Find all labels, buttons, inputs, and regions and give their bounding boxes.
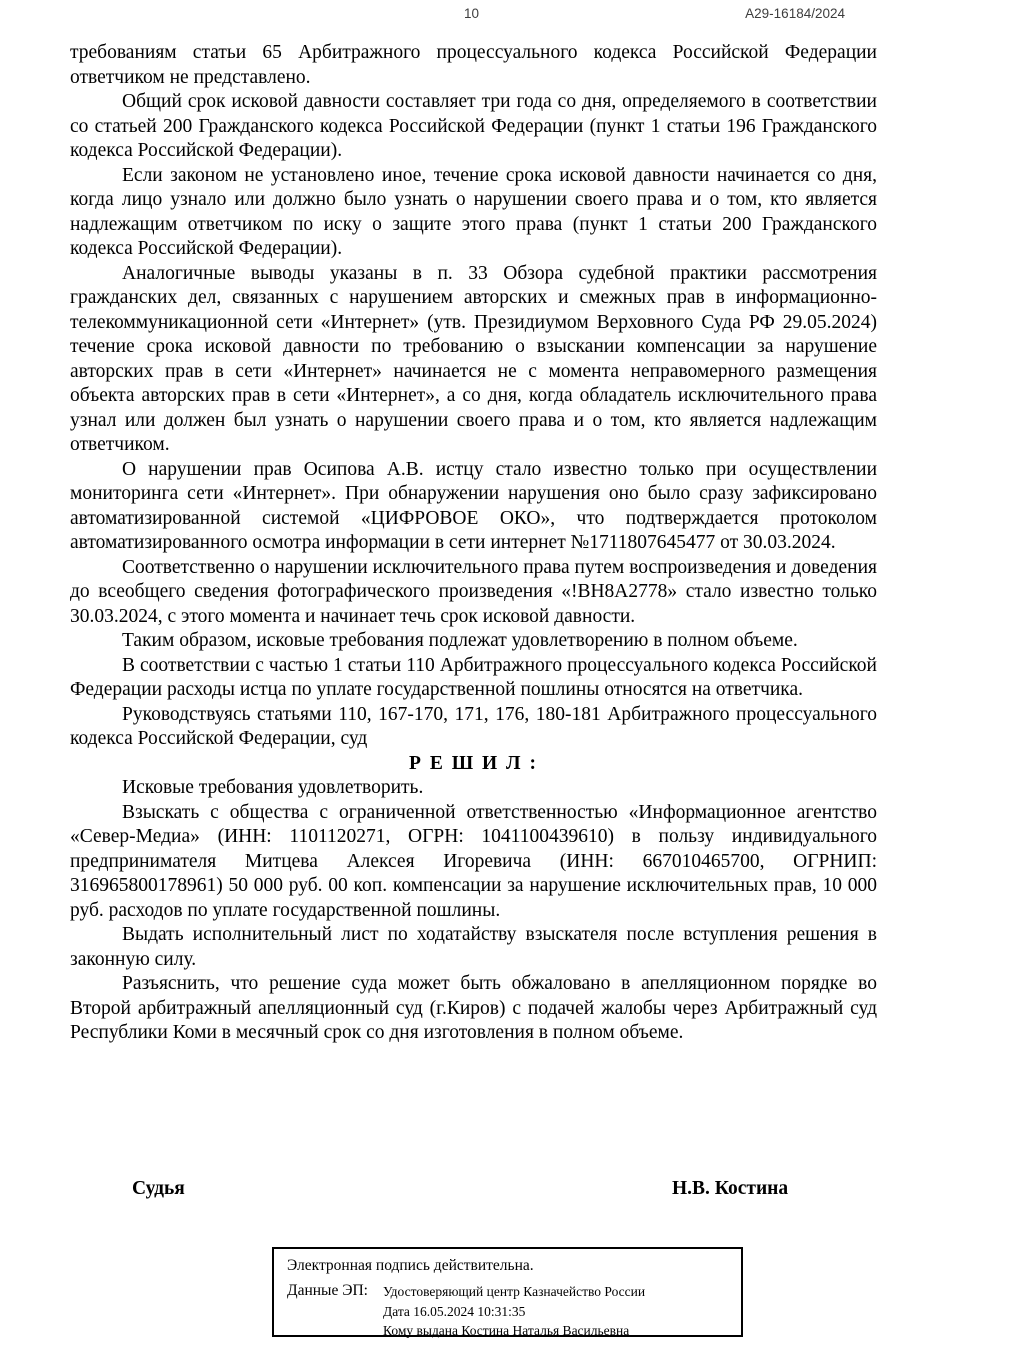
judge-label: Судья [132,1178,185,1199]
esign-data-label: Данные ЭП: [287,1282,368,1299]
esign-details [383,1282,645,1341]
judge-name: Н.В. Костина [672,1178,789,1199]
body-paragraph: Исковые требования удовлетворить. [122,777,424,798]
body-paragraph: Соответственно о нарушении исключительного права путем воспроизведения и доведения до всеобщего сведения фотографического произведения «!BH8A2778» стало известно только 30.03.2024, с этого момента и начинает течь срок исковой давности. [70,556,877,627]
esign-detail-line: Удостоверяющий центр Казначейство России [383,1284,646,1299]
body-paragraph: Разъяснить, что решение суда может быть обжаловано в апелляционном порядке во Второй арбитражный апелляционный суд (г.Киров) с подачей жалобы через Арбитражный суд Республики Коми в месячный срок со дня изготовления в полном объеме. [70,973,877,1043]
esign-detail-line: Кому выдана Костина Наталья Васильевна [383,1323,630,1338]
body-paragraph: Общий срок исковой давности составляет три года со дня, определяемого в соответствии со статьей 200 Гражданского кодекса Российской Федерации (пункт 1 статьи 196 Гражданского кодекса Российской Федерации). [70,91,877,161]
esign-detail-line: Дата 16.05.2024 10:31:35 [383,1303,526,1319]
body-paragraph: Аналогичные выводы указаны в п. 33 Обзора судебной практики рассмотрения гражданских дел, связанных с нарушением авторских и смежных прав в информационно-телекоммуникационной сети «Интернет» (утв. Президиумом Верховного Суда РФ 29.05.2024) течение срока исковой давности по требованию о взыскании компенсации за нарушение авторских прав в сети «Интернет» начинается не с момента неправомерного размещения объекта авторских прав в сети «Интернет», а со дня, когда обладатель исключительного права узнал или должен был узнать о нарушении своего права и о том, кто является надлежащим ответчиком. [70,262,877,455]
resolution-heading: Р Е Ш И Л : [409,752,538,774]
signature-row [70,1178,877,1203]
body-paragraph: Взыскать с общества с ограниченной ответственностью «Информационное агентство «Север-Медиа» (ИНН: 1101120271, ОГРН: 1041100439610) в пользу индивидуального предпринимателя Митцева Алексея Игоревича (ИНН: 667010465700, ОГРНИП: 316965800178961) 50 000 руб. 00 коп. компенсации за нарушение исключительных прав, 10 000 руб. расходов по уплате государственной пошлины. [70,801,877,921]
page-number: 10 [464,6,480,21]
resolution-paragraphs [70,776,877,1046]
case-number: А29-16184/2024 [745,6,845,21]
body-paragraph: Таким образом, исковые требования подлежат удовлетворению в полном объеме. [122,630,798,651]
body-paragraph: Руководствуясь статьями 110, 167-170, 171, 176, 180-181 Арбитражного процессуального кодекса Российской Федерации, суд [70,703,877,749]
body-paragraph: В соответствии с частью 1 статьи 110 Арбитражного процессуального кодекса Российской Федерации расходы истца по уплате государственной пошлины относятся на ответчика. [70,654,877,700]
esign-valid-line: Электронная подпись действительна. [287,1257,534,1274]
body-paragraph: требованиям статьи 65 Арбитражного процессуального кодекса Российской Федерации ответчиком не представлено. [70,42,877,88]
body-paragraph: О нарушении прав Осипова А.В. истцу стало известно только при осуществлении мониторинга сети «Интернет». При обнаружении нарушения оно было сразу зафиксировано автоматизированной системой «ЦИФРОВОЕ ОКО», что подтверждается протоколом автоматизированного осмотра информации в сети интернет №1711807645477 от 30.03.2024. [70,458,877,553]
document-body [70,41,877,1046]
body-paragraph: Если законом не установлено иное, течение срока исковой давности начинается со дня, когда лицо узнало или должно было узнать о нарушении своего права и о том, кто является надлежащим ответчиком по иску о защите этого права (пункт 1 статьи 200 Гражданского кодекса Российской Федерации). [70,164,877,259]
reasoning-paragraphs [70,41,877,752]
electronic-signature-stamp [272,1247,743,1337]
body-paragraph: Выдать исполнительный лист по ходатайству взыскателя после вступления решения в законную силу. [70,924,877,970]
